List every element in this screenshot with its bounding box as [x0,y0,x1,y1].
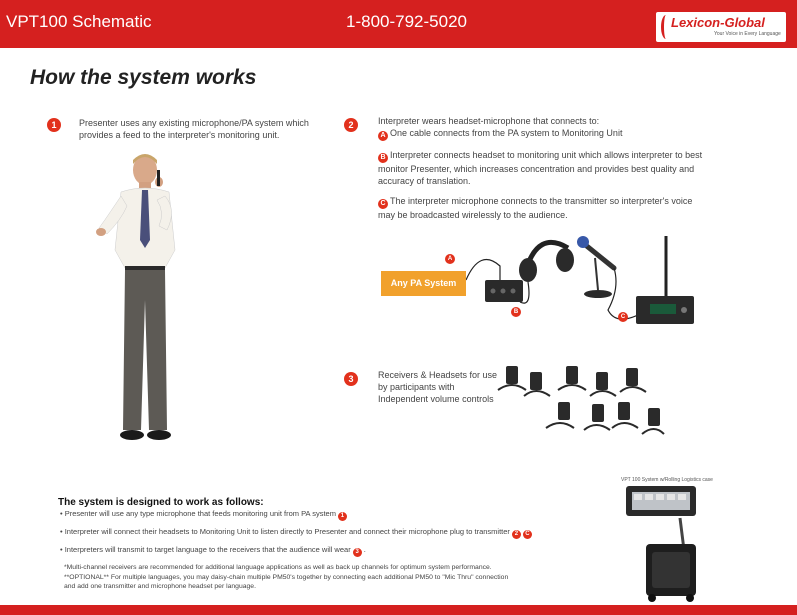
bullet-3-end: . [363,545,366,554]
diagram-tag-b: B [511,307,521,317]
step-2-a-text: One cable connects from the PA system to Monitoring Unit [390,128,623,138]
step-2-intro: Interpreter wears headset-microphone that connects to: [378,116,600,126]
logo-name: Lexicon-Global [671,15,765,30]
step-2-item-a [378,127,708,141]
step-2-item-b [378,149,708,187]
pa-system-box: Any PA System [381,271,466,296]
equipment-diagram [440,228,710,343]
note-3: and add one transmitter and microphone headset per language. [64,583,256,590]
note-2: **OPTIONAL** For multiple languages, you may daisy-chain multiple PM50's together by connecting each additional PM50 to "Mic Thru" connection [64,573,509,581]
page-title: VPT100 Schematic [6,12,152,31]
bullet-1 [60,508,532,521]
phone-number[interactable]: 1-800-792-5020 [346,12,467,31]
footnotes [64,563,508,592]
letter-a-badge: A [378,131,388,141]
bullet-2-ref: 2 [512,530,521,539]
presenter-image [95,150,195,460]
header-bar [0,0,797,48]
step-1-text: Presenter uses any existing microphone/PA system which provides a feed to the interpreter's monitoring unit. [79,118,309,140]
letter-c-badge: C [378,199,388,209]
bullet-3-text: • Interpreters will transmit to target language to the receivers that the audience will wear [60,545,351,554]
diagram-tag-c: C [618,312,628,322]
logo-swoosh-icon [661,15,671,39]
logo-tagline: Your Voice in Every Language [714,31,781,37]
bullet-3-ref: 3 [353,548,362,557]
step-3-text: Receivers & Headsets for use by participants with Independent volume controls [378,370,498,404]
bullet-1-text: • Presenter will use any type microphone that feeds monitoring unit from PA system [60,509,336,518]
note-1: *Multi-channel receivers are recommended for additional language applications as well as back up channels for optimum system performance. [64,564,492,571]
step-2-item-c [378,195,708,221]
bullet-2-text: • Interpreter will connect their headsets to Monitoring Unit to listen directly to Presenter and connect their microphone plug to transmitter [60,527,510,536]
diagram-tag-a: A [445,254,455,264]
footer-bar [0,605,797,615]
receivers-image [496,358,666,442]
letter-b-badge: B [378,153,388,163]
step-3-badge: 3 [344,372,358,386]
step-2-badge: 2 [344,118,358,132]
step-2-c-text: The interpreter microphone connects to the transmitter so interpreter's voice may be broadcasted wirelessly to the audience. [378,196,693,220]
how-title: The system is designed to work as follows: [58,497,264,508]
company-logo[interactable] [656,12,786,42]
section-heading: How the system works [30,66,257,89]
case-caption: VPT 100 System w/Rolling Logistics case [621,477,713,483]
bullet-1-ref: 1 [338,512,347,521]
bullet-2-ref-c: C [523,530,532,539]
step-2-b-text: Interpreter connects headset to monitoring unit which allows interpreter to best monitor Presenter, which increases concentration and provides best quality and accuracy of translation. [378,150,703,186]
rolling-case-image [618,484,708,604]
step-2-block [378,115,708,229]
bullet-3 [60,544,532,557]
bullet-2 [60,526,532,539]
step-1-badge: 1 [47,118,61,132]
how-bullets [60,508,532,562]
